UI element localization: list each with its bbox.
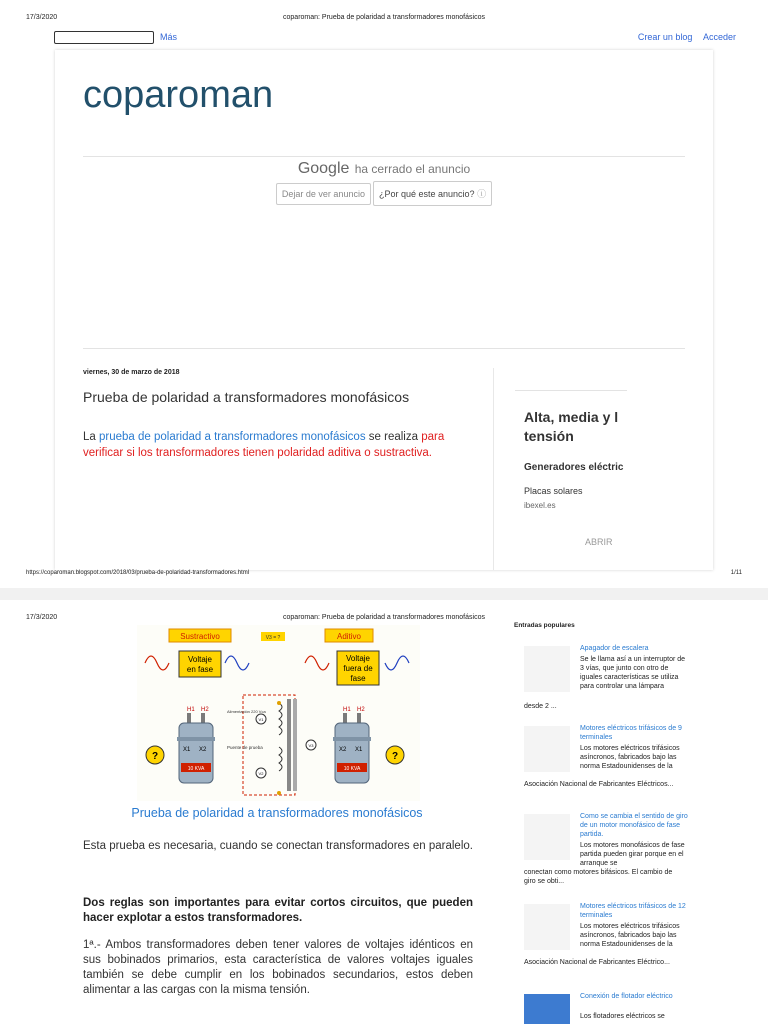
navbar-right-links: [630, 32, 736, 42]
print-header-title: coparoman: Prueba de polaridad a transformadores monofásicos: [283, 14, 485, 21]
rules-heading: Dos reglas son importantes para evitar cortos circuitos, que pueden hacer explotar a estos transformadores.: [83, 897, 473, 924]
popular-post-title[interactable]: Motores eléctricos trifásicos de 12 terminales: [580, 903, 686, 919]
sign-in-link[interactable]: Acceder: [702, 32, 736, 42]
why-this-ad-button[interactable]: [373, 181, 492, 206]
sidebar-ad-source: ibexel.es: [524, 501, 556, 510]
stop-seeing-ad-button[interactable]: Dejar de ver anuncio: [276, 183, 371, 205]
navbar-search-input[interactable]: [54, 31, 154, 44]
svg-text:?: ?: [151, 751, 159, 762]
print-page-number: 1/11: [730, 570, 742, 576]
ad-divider-bottom: [83, 348, 685, 349]
post-thumbnail[interactable]: [524, 646, 570, 692]
blogger-navbar: [0, 30, 768, 46]
post-thumbnail[interactable]: [524, 814, 570, 860]
svg-text:Alimentación 220 Vca: Alimentación 220 Vca: [227, 709, 266, 714]
label-additive: Aditivo: [336, 632, 362, 641]
svg-text:V1: V1: [258, 717, 264, 722]
sidebar-ad-subtitle[interactable]: Generadores eléctric: [524, 462, 624, 473]
blog-main-card: [55, 50, 713, 570]
phase-out-label: Voltaje: [345, 654, 371, 663]
svg-text:10 KVA: 10 KVA: [187, 766, 205, 772]
blog-title[interactable]: coparoman: [83, 74, 274, 116]
sidebar-divider: [493, 368, 494, 570]
post-date: viernes, 30 de marzo de 2018: [83, 369, 180, 376]
popular-post-snippet-cont: Asociación Nacional de Fabricantes Eléctricos...: [524, 781, 674, 788]
print-url: https://coparoman.blogspot.com/2018/03/prueba-de-polaridad-transformadores.html: [26, 570, 250, 576]
label-subtractive: Sustractivo: [180, 632, 220, 641]
svg-text:H2: H2: [201, 707, 209, 713]
popular-post-title[interactable]: Como se cambia el sentido de giro de un motor monofásico de fase partida.: [580, 813, 688, 838]
popular-post-snippet: Los motores eléctricos trifásicos asíncronos, fabricados bajo las norma Estadounidenses de la: [580, 745, 680, 770]
navbar-more-link[interactable]: Más: [160, 32, 178, 42]
popular-post-snippet-cont: desde 2 ...: [524, 703, 557, 710]
ad-closed-notice: [55, 160, 713, 178]
phase-in-label: Voltaje: [187, 655, 213, 664]
figure-caption[interactable]: Prueba de polaridad a transformadores monofásicos: [131, 806, 423, 820]
label-v3: V3 = ?: [265, 635, 281, 641]
google-logo-text: Google: [297, 160, 350, 177]
sidebar-ad-title[interactable]: Alta, media y l tensión: [524, 409, 619, 444]
popular-post-snippet-cont: conectan como motores bifásicos. El cambio de giro se obti...: [524, 869, 673, 885]
polarity-test-figure: [137, 625, 420, 801]
popular-post-item[interactable]: [520, 644, 690, 724]
svg-text:?: ?: [391, 751, 399, 762]
svg-text:X2: X2: [199, 747, 207, 753]
sidebar-ad-open-button[interactable]: ABRIR: [585, 537, 613, 547]
print-page-2: [0, 600, 768, 1024]
popular-post-title[interactable]: Apagador de escalera: [580, 645, 649, 652]
intro-red-text: para verificar si los transformadores tienen polaridad aditiva o sustractiva.: [83, 431, 445, 459]
popular-post-title[interactable]: Conexión de flotador eléctrico: [580, 993, 673, 1000]
popular-post-snippet-cont: Asociación Nacional de Fabricantes Eléctrico...: [524, 959, 670, 966]
paragraph-parallel: Esta prueba es necesaria, cuando se conectan transformadores en paralelo.: [83, 840, 473, 852]
popular-post-item[interactable]: [520, 724, 690, 804]
sidebar-ad-item[interactable]: Placas solares: [524, 486, 583, 496]
intro-mid: se realiza: [368, 431, 418, 443]
popular-post-item[interactable]: [520, 812, 690, 896]
svg-text:en fase: en fase: [186, 665, 214, 674]
svg-text:X1: X1: [183, 747, 191, 753]
svg-text:Puente de prueba: Puente de prueba: [227, 745, 263, 750]
popular-post-title[interactable]: Motores eléctricos trifásicos de 9 terminales: [580, 725, 682, 741]
post-thumbnail[interactable]: [524, 726, 570, 772]
popular-posts-widget: [514, 616, 690, 1024]
svg-text:fuera de: fuera de: [343, 664, 373, 673]
sidebar-ad-top-line: [515, 390, 627, 391]
print-header: [0, 14, 768, 26]
info-icon: ⓘ: [477, 189, 487, 199]
popular-post-item[interactable]: [520, 992, 690, 1024]
svg-text:X1: X1: [355, 747, 363, 753]
popular-post-item[interactable]: [520, 902, 690, 982]
ad-divider-top: [83, 156, 685, 157]
why-this-ad-label: ¿Por qué este anuncio?: [378, 189, 475, 199]
svg-text:X2: X2: [339, 747, 347, 753]
svg-text:H2: H2: [357, 707, 365, 713]
svg-text:10 KVA: 10 KVA: [343, 766, 361, 772]
popular-post-snippet: Los flotadores eléctricos se: [580, 1013, 665, 1020]
popular-post-snippet: Los motores eléctricos trifásicos asíncronos, fabricados bajo las norma Estadounidenses de la: [580, 923, 680, 948]
post-title[interactable]: Prueba de polaridad a transformadores monofásicos: [83, 389, 410, 405]
print-header-title-2: coparoman: Prueba de polaridad a transformadores monofásicos: [283, 614, 485, 621]
svg-text:V2: V2: [258, 771, 264, 776]
post-thumbnail[interactable]: [524, 994, 570, 1024]
print-date: 17/3/2020: [26, 14, 58, 21]
popular-post-snippet: Los motores monofásicos de fase partida pueden girar porque en el arranque se: [580, 842, 685, 867]
svg-text:H1: H1: [343, 707, 351, 713]
ad-buttons: [55, 181, 713, 206]
intro-prefix: La: [83, 431, 96, 443]
post-thumbnail[interactable]: [524, 904, 570, 950]
post-intro: [83, 429, 463, 461]
ad-closed-text: ha cerrado el anuncio: [354, 162, 471, 176]
svg-text:fase: fase: [350, 674, 366, 683]
print-date-2: 17/3/2020: [26, 614, 58, 621]
intro-link[interactable]: prueba de polaridad a transformadores monofásicos: [99, 431, 366, 443]
rule-1: 1ª.- Ambos transformadores deben tener valores de voltajes idénticos en sus bobinados primarios, esta característica de valores voltajes iguales también se debe cumplir en los bobinados secundarios, estos deben alimentar a las cargas con la misma tensión.: [83, 939, 473, 996]
popular-post-snippet: Se le llama así a un interruptor de 3 vías, que junto con otro de iguales características se utiliza para controlar una lámpara: [580, 656, 686, 690]
svg-text:H1: H1: [187, 707, 195, 713]
polarity-diagram: [137, 625, 420, 801]
svg-text:V3: V3: [308, 743, 314, 748]
create-blog-link[interactable]: Crear un blog: [637, 32, 693, 42]
popular-posts-heading: Entradas populares: [514, 622, 575, 629]
